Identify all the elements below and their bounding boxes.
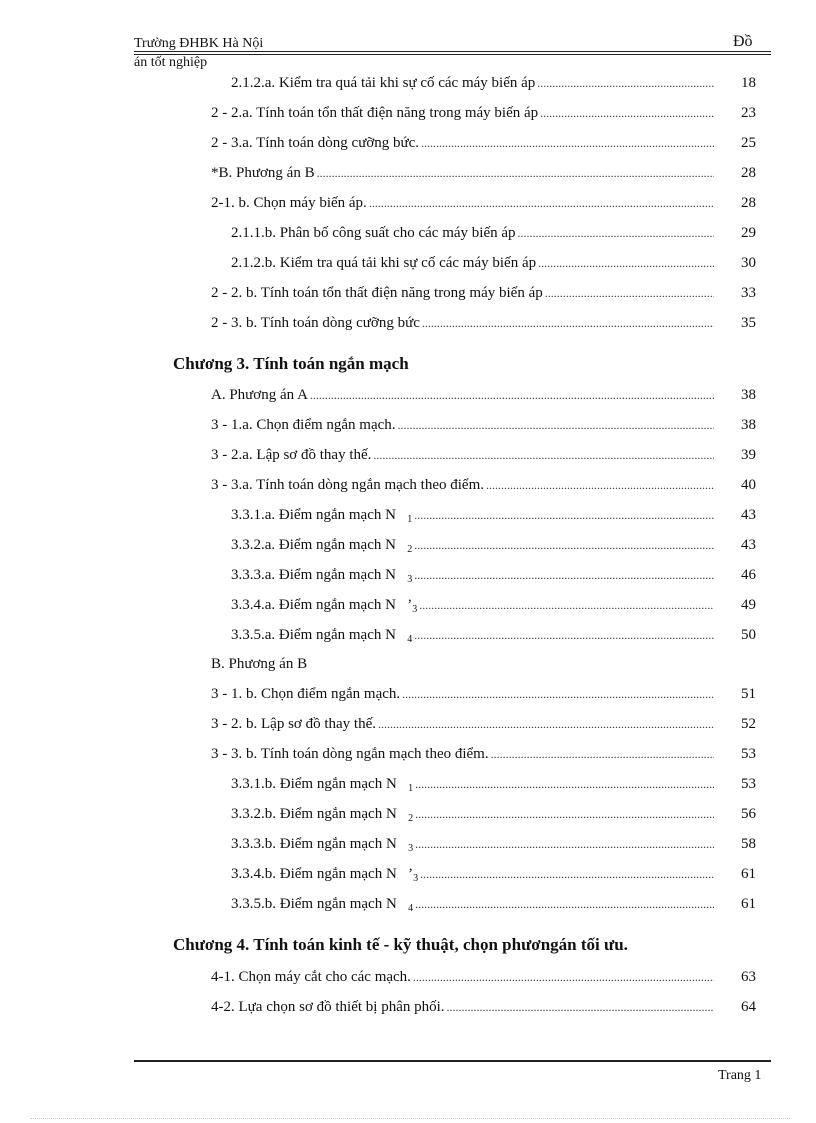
toc-page-number: 23 — [741, 105, 756, 121]
toc-row[interactable] — [211, 996, 756, 1018]
toc-row[interactable] — [211, 966, 756, 988]
toc-entry-label: 3.3.2.b. Điểm ngắn mạch N $_2$ — [231, 806, 414, 824]
dot-leader — [413, 966, 714, 988]
toc-page-number: 51 — [741, 686, 756, 702]
toc-row[interactable] — [211, 282, 756, 304]
toc-page-number: 53 — [741, 776, 756, 792]
toc-page-number: 38 — [741, 387, 756, 403]
toc-page-number: 38 — [741, 417, 756, 433]
toc-page-number: 33 — [741, 285, 756, 301]
dot-leader — [414, 564, 714, 586]
toc-row[interactable] — [231, 594, 756, 616]
toc-row[interactable] — [231, 504, 756, 526]
toc-row[interactable] — [211, 162, 756, 184]
toc-row[interactable] — [231, 534, 756, 556]
toc-entry-label: 4-2. Lựa chọn sơ đồ thiết bị phân phối. — [211, 999, 445, 1015]
toc-entry-label: *B. Phương án B — [211, 165, 315, 181]
dot-leader — [420, 863, 714, 885]
toc-page-number: 43 — [741, 507, 756, 523]
toc-page-number: 61 — [741, 866, 756, 882]
toc-entry-label: 3 - 2.a. Lập sơ đồ thay thế. — [211, 447, 372, 463]
dot-leader — [310, 384, 714, 406]
toc-entry-label: 3.3.4.b. Điểm ngắn mạch N $’_3$ — [231, 866, 419, 884]
toc-entry-label: 2 - 2. b. Tính toán tổn thất điện năng trong máy biến áp — [211, 285, 543, 301]
dot-leader — [486, 474, 714, 496]
dot-leader — [317, 162, 714, 184]
toc-entry-label: 2-1. b. Chọn máy biến áp. — [211, 195, 367, 211]
toc-page-number: 18 — [741, 75, 756, 91]
toc-row[interactable] — [231, 803, 756, 825]
dot-leader — [378, 713, 714, 735]
toc-entry-label: 2 - 2.a. Tính toán tổn thất điện năng trong máy biến áp — [211, 105, 539, 121]
toc-page-number: 64 — [741, 999, 756, 1015]
toc-entry-label: 3 - 3. b. Tính toán dòng ngắn mạch theo điểm. — [211, 746, 489, 762]
dot-leader — [369, 192, 714, 214]
toc-page-number: 28 — [741, 195, 756, 211]
dot-leader — [415, 893, 714, 915]
page-bottom-edge — [30, 1118, 790, 1119]
toc-entry-label: 3.3.5.b. Điểm ngắn mạch N $_4$ — [231, 896, 414, 914]
toc-row[interactable] — [231, 863, 756, 885]
dot-leader — [447, 996, 714, 1018]
toc-entry-label: 2.1.1.b. Phân bố công suất cho các máy biến áp — [231, 225, 516, 241]
toc-page-number: 49 — [741, 597, 756, 613]
dot-leader — [414, 624, 714, 646]
toc-entry-label: B. Phương án B — [211, 656, 308, 672]
dot-leader — [545, 282, 714, 304]
toc-row[interactable] — [211, 683, 756, 705]
toc-entry-label: 2.1.2.a. Kiểm tra quá tải khi sự cố các máy biến áp — [231, 75, 536, 91]
dot-leader — [540, 102, 714, 124]
toc-page-number: 52 — [741, 716, 756, 732]
dot-leader — [422, 312, 714, 334]
toc-entry-label: A. Phương án A — [211, 387, 308, 403]
toc-entry-label: 3 - 1. b. Chọn điểm ngắn mạch. — [211, 686, 401, 702]
dot-leader — [421, 132, 714, 154]
toc-page-number: 58 — [741, 836, 756, 852]
toc-row[interactable] — [231, 564, 756, 586]
toc-page-number: 28 — [741, 165, 756, 181]
header-rule-double — [134, 54, 771, 55]
toc-entry-label: 2.1.2.b. Kiểm tra quá tải khi sự cố các máy biến áp — [231, 255, 537, 271]
toc-row[interactable] — [211, 474, 756, 496]
toc-page-number: 35 — [741, 315, 756, 331]
toc-row[interactable] — [211, 713, 756, 735]
toc-page-number: 46 — [741, 567, 756, 583]
header-right-text: Đồ — [733, 33, 753, 50]
dot-leader — [415, 773, 714, 795]
toc-row[interactable] — [231, 222, 756, 244]
school-name: Trường ĐHBK Hà Nội — [134, 36, 264, 51]
toc-entry-label: 3.3.4.a. Điểm ngắn mạch N $’_3$ — [231, 597, 418, 615]
toc-row[interactable] — [211, 192, 756, 214]
toc-entry-label: 3.3.3.b. Điểm ngắn mạch N $_3$ — [231, 836, 414, 854]
toc-row[interactable] — [211, 102, 756, 124]
toc-entry-label: 4-1. Chọn máy cắt cho các mạch. — [211, 969, 411, 985]
toc-row[interactable] — [231, 893, 756, 915]
footer-rule — [134, 1060, 771, 1062]
toc-page-number: 25 — [741, 135, 756, 151]
dot-leader — [415, 803, 714, 825]
toc-page-number: 53 — [741, 746, 756, 762]
toc-row[interactable] — [231, 773, 756, 795]
toc-entry-label: 3 - 1.a. Chọn điểm ngắn mạch. — [211, 417, 396, 433]
toc-row[interactable] — [231, 833, 756, 855]
dot-leader — [538, 252, 714, 274]
toc-page-number: 29 — [741, 225, 756, 241]
toc-entry-label: 2 - 3.a. Tính toán dòng cưỡng bức. — [211, 135, 420, 151]
toc-row[interactable] — [211, 132, 756, 154]
dot-leader — [373, 444, 714, 466]
toc-row[interactable] — [211, 444, 756, 466]
toc-page-number: 39 — [741, 447, 756, 463]
toc-entry-label: 3 - 3.a. Tính toán dòng ngắn mạch theo điểm. — [211, 477, 484, 493]
toc-page-number: 50 — [741, 627, 756, 643]
toc-row[interactable] — [211, 384, 756, 406]
dot-leader — [491, 743, 714, 765]
toc-row[interactable] — [211, 312, 756, 334]
toc-page-number: 40 — [741, 477, 756, 493]
dot-leader — [419, 594, 714, 616]
toc-entry-label: 3.3.1.a. Điểm ngắn mạch N $_1$ — [231, 507, 413, 525]
header-rule — [134, 51, 771, 52]
header-continuation: án tốt nghiệp — [134, 55, 208, 70]
toc-row[interactable] — [231, 252, 756, 274]
toc-entry-label: 3 - 2. b. Lập sơ đồ thay thế. — [211, 716, 376, 732]
dot-leader — [537, 72, 714, 94]
toc-row[interactable] — [231, 72, 756, 94]
toc-page-number: 30 — [741, 255, 756, 271]
toc-page-number: 56 — [741, 806, 756, 822]
toc-row[interactable] — [211, 743, 756, 765]
chapter-4-heading[interactable]: Chương 4. Tính toán kinh tế - kỹ thuật, chọn phươngán tối ưu. — [173, 935, 628, 954]
toc-page-number: 43 — [741, 537, 756, 553]
toc-row[interactable] — [211, 653, 756, 675]
toc-row[interactable] — [211, 414, 756, 436]
toc-page-number: 63 — [741, 969, 756, 985]
toc-entry-label: 3.3.5.a. Điểm ngắn mạch N $_4$ — [231, 627, 413, 645]
dot-leader — [398, 414, 714, 436]
toc-entry-label: 3.3.1.b. Điểm ngắn mạch N $_1$ — [231, 776, 414, 794]
toc-entry-label: 2 - 3. b. Tính toán dòng cưỡng bức — [211, 315, 420, 331]
dot-leader — [402, 683, 714, 705]
toc-page-number: 61 — [741, 896, 756, 912]
page-number-label: Trang 1 — [718, 1068, 762, 1083]
toc-entry-label: 3.3.2.a. Điểm ngắn mạch N $_2$ — [231, 537, 413, 555]
dot-leader — [414, 534, 714, 556]
dot-leader — [518, 222, 714, 244]
toc-entry-label: 3.3.3.a. Điểm ngắn mạch N $_3$ — [231, 567, 413, 585]
dot-leader — [414, 504, 714, 526]
toc-row[interactable] — [231, 624, 756, 646]
chapter-3-heading[interactable]: Chương 3. Tính toán ngắn mạch — [173, 354, 409, 373]
dot-leader — [415, 833, 714, 855]
